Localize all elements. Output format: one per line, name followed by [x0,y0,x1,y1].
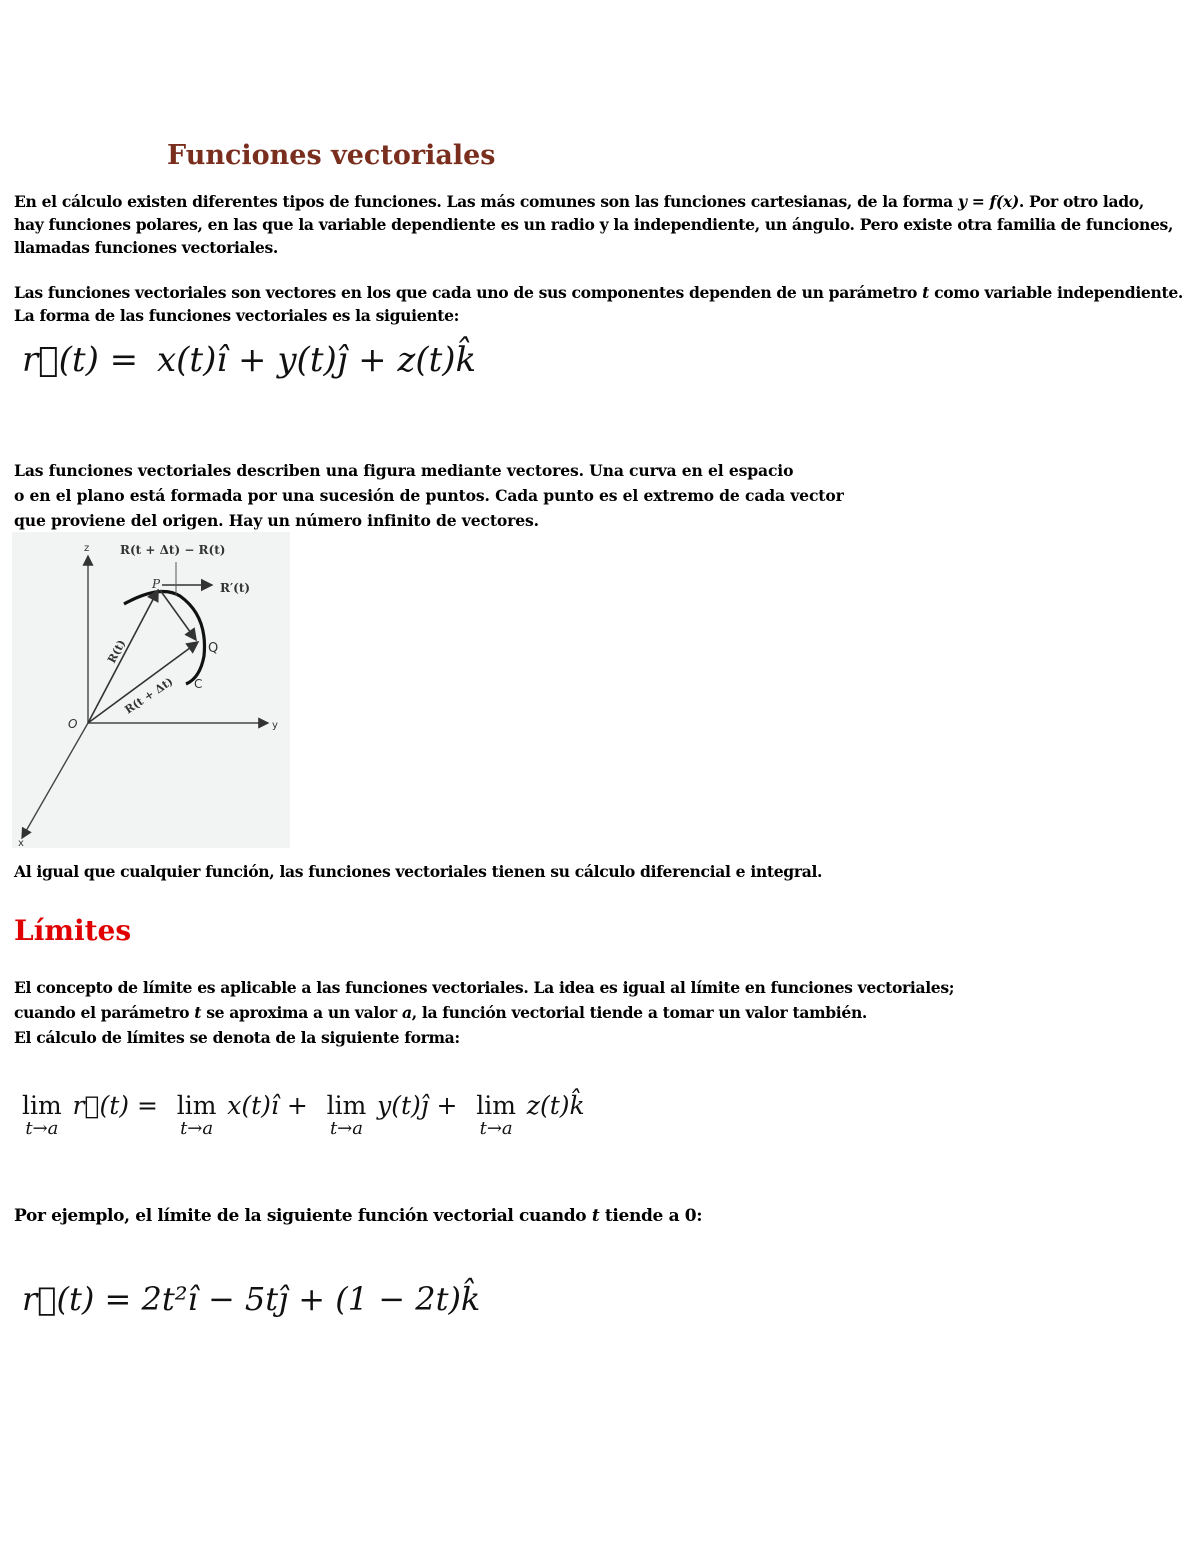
lim-word-4: lim [476,1091,516,1120]
description-line-1: Las funciones vectoriales describen una figura mediante vectores. Una curva en el espacio [14,461,794,480]
limits-line-2-end: , la función vectorial tiende a tomar un valor también. [411,1003,868,1022]
label-r-t: R(t) [105,637,129,666]
formula1-lhs: r⃗(t) = [22,340,139,380]
formula1-plus-1: + [238,340,267,380]
definition-line-1 [14,283,1183,303]
description-line-3: que proviene del origen. Hay un número infinito de vectores. [14,511,539,530]
example-text-end: tiende a 0: [599,1206,703,1226]
intro-line-2: hay funciones polares, en las que la variable dependiente es un radio y la independiente, un ángulo. Pero existe otra familia de funciones, [14,215,1174,234]
limit-formula [22,1091,593,1140]
lim-operator-4 [476,1091,516,1140]
example-line [14,1206,702,1226]
label-derivative: R′(t) [220,581,251,595]
limits-line-2 [14,1003,867,1023]
lim-sub-1: t→a [25,1118,59,1139]
limits-line-3: El cálculo de límites se denota de la siguiente forma: [14,1028,460,1047]
limit-y-term: y(t)ĵ + [377,1091,458,1120]
label-q: Q [208,641,219,656]
limits-heading: Límites [14,914,132,947]
limits-param-t: t [194,1003,202,1022]
limits-line-2-mid: se aproxima a un valor [201,1003,402,1022]
intro-line-1-end: . Por otro lado, [1018,192,1144,211]
curve-c [124,592,205,685]
lim-word-2: lim [176,1091,217,1120]
definition-line-2: La forma de las funciones vectoriales es la siguiente: [14,306,460,325]
label-axis-x: x [18,838,24,848]
label-r-t-dt: R(t + Δt) [122,674,176,717]
label-origin: O [68,717,78,731]
page-title: Funciones vectoriales [167,140,496,171]
intro-line-1 [14,192,1144,212]
vector-difference [160,590,196,640]
limit-lhs: r⃗(t) = [72,1091,158,1120]
lim-word-1: lim [22,1091,62,1120]
definition-line-1-text: Las funciones vectoriales son vectores en los que cada uno de sus componentes dependen de un parámetro [14,283,923,302]
label-p: P [152,577,161,591]
vector-curve-figure [12,532,290,848]
label-difference: R(t + Δt) − R(t) [120,543,226,557]
formula1-z-term: z(t)k̂ [397,340,477,380]
lim-sub-3: t→a [329,1118,363,1139]
label-axis-y: y [272,720,278,731]
limits-line-1: El concepto de límite es aplicable a las funciones vectoriales. La idea es igual al límite en funciones vectoriales; [14,978,955,997]
description-line-2: o en el plano está formada por una sucesión de puntos. Cada punto es el extremo de cada vector [14,486,844,505]
formula1-y-term: y(t)ĵ [277,340,348,380]
lim-sub-4: t→a [479,1118,513,1139]
definition-param: t [922,283,929,302]
limit-z-term: z(t)k̂ [526,1091,585,1120]
limits-line-2-text: cuando el parámetro [14,1003,195,1022]
lim-operator-1 [22,1091,62,1140]
lim-sub-2: t→a [180,1118,214,1139]
vector-curve-diagram [12,532,290,848]
definition-line-1-end: como variable independiente. [929,283,1183,302]
calculus-note: Al igual que cualquier función, las funciones vectoriales tienen su cálculo diferencial e integral. [14,862,823,881]
limit-x-term: x(t)î + [227,1091,308,1120]
limits-param-a: a [401,1003,412,1022]
lim-word-3: lim [326,1091,367,1120]
label-axis-z: z [84,543,90,554]
formula1-plus-2: + [358,340,387,380]
vector-r-t-dt [88,642,198,723]
example-text: Por ejemplo, el límite de la siguiente función vectorial cuando [14,1206,592,1226]
lim-operator-2 [176,1091,217,1140]
label-c: C [194,677,203,691]
example-param-t: t [591,1206,600,1226]
lim-operator-3 [326,1091,367,1140]
x-axis [22,723,88,838]
vector-function-formula [22,340,476,380]
intro-line-1-text: En el cálculo existen diferentes tipos de funciones. Las más comunes son las funciones cartesianas, de la forma [14,192,958,211]
formula1-x-term: x(t)î [156,340,228,380]
intro-inline-math: y = f(x) [957,192,1019,211]
intro-line-3: llamadas funciones vectoriales. [14,238,278,257]
example-formula: r⃗(t) = 2t²î − 5tĵ + (1 − 2t)k̂ [22,1280,481,1318]
